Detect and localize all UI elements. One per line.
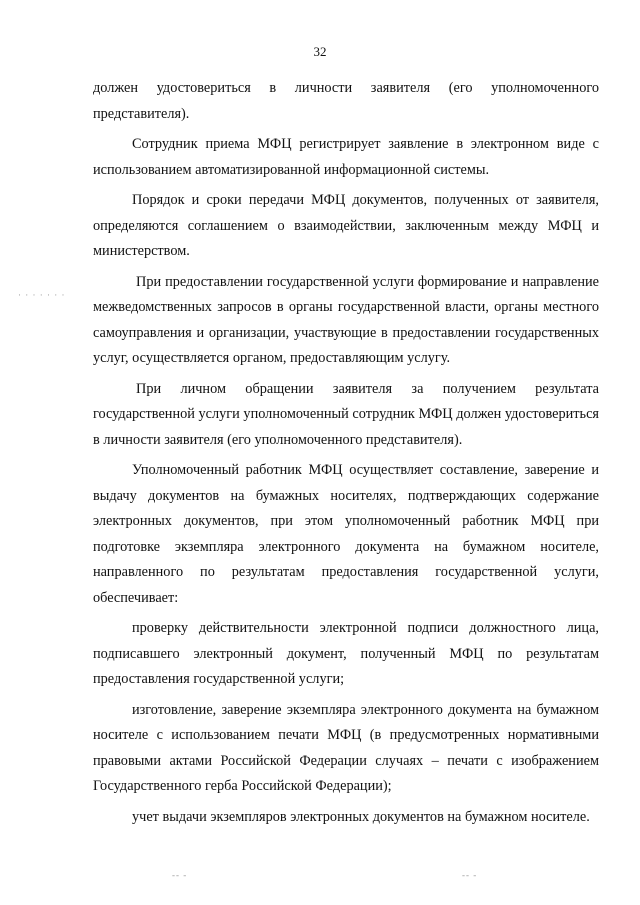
scan-artifact-left: · · · · · · · <box>18 290 66 300</box>
scan-artifact-bottom-right: -- - <box>462 870 478 880</box>
paragraph-accounting: учет выдачи экземпляров электронных документов на бумажном носителе. <box>132 808 590 825</box>
scan-artifact-bottom-left: -- - <box>172 870 188 880</box>
page-number: 32 <box>313 44 327 59</box>
paragraph-transfer-terms: Порядок и сроки передачи МФЦ документов, полученных от заявителя, определяются соглашением о взаимодействии, заключенным между МФЦ и министерством. <box>93 192 599 259</box>
paragraph-registration: Сотрудник приема МФЦ регистрирует заявление в электронном виде с использованием автоматизированной информационной системы. <box>93 136 599 178</box>
paragraph-continuation: должен удостовериться в личности заявителя (его уполномоченного представителя). <box>93 80 599 122</box>
paragraph-interagency-requests: При предоставлении государственной услуги формирование и направление межведомственных запросов в органы государственной власти, органы местного самоуправления и организации, участвующие в предоставлении государственных услуг, осуществляется органом, предоставляющим услугу. <box>93 273 599 366</box>
paragraph-paper-documents: Уполномоченный работник МФЦ осуществляет составление, заверение и выдачу документов на бумажных носителях, подтверждающих содержание электронных документов, при этом уполномоченный работник МФЦ при подготовке экземпляра электронного документа на бумажном носителе, направленного по результатам предоставления государственной услуги, обеспечивает: <box>93 462 599 606</box>
paragraph-signature-check: проверку действительности электронной подписи должностного лица, подписавшего электронный документ, полученный МФЦ по результатам предоставления государственной услуги; <box>93 620 599 687</box>
document-body <box>93 76 599 835</box>
paragraph-production-certification: изготовление, заверение экземпляра электронного документа на бумажном носителе с использованием печати МФЦ (в предусмотренных нормативными правовыми актами Российской Федерации случаях – печати с изображением Государственного герба Российской Федерации); <box>93 701 599 794</box>
paragraph-personal-appeal: При личном обращении заявителя за получением результата государственной услуги уполномоченный сотрудник МФЦ должен удостовериться в личности заявителя (его уполномоченного представителя). <box>93 380 599 448</box>
